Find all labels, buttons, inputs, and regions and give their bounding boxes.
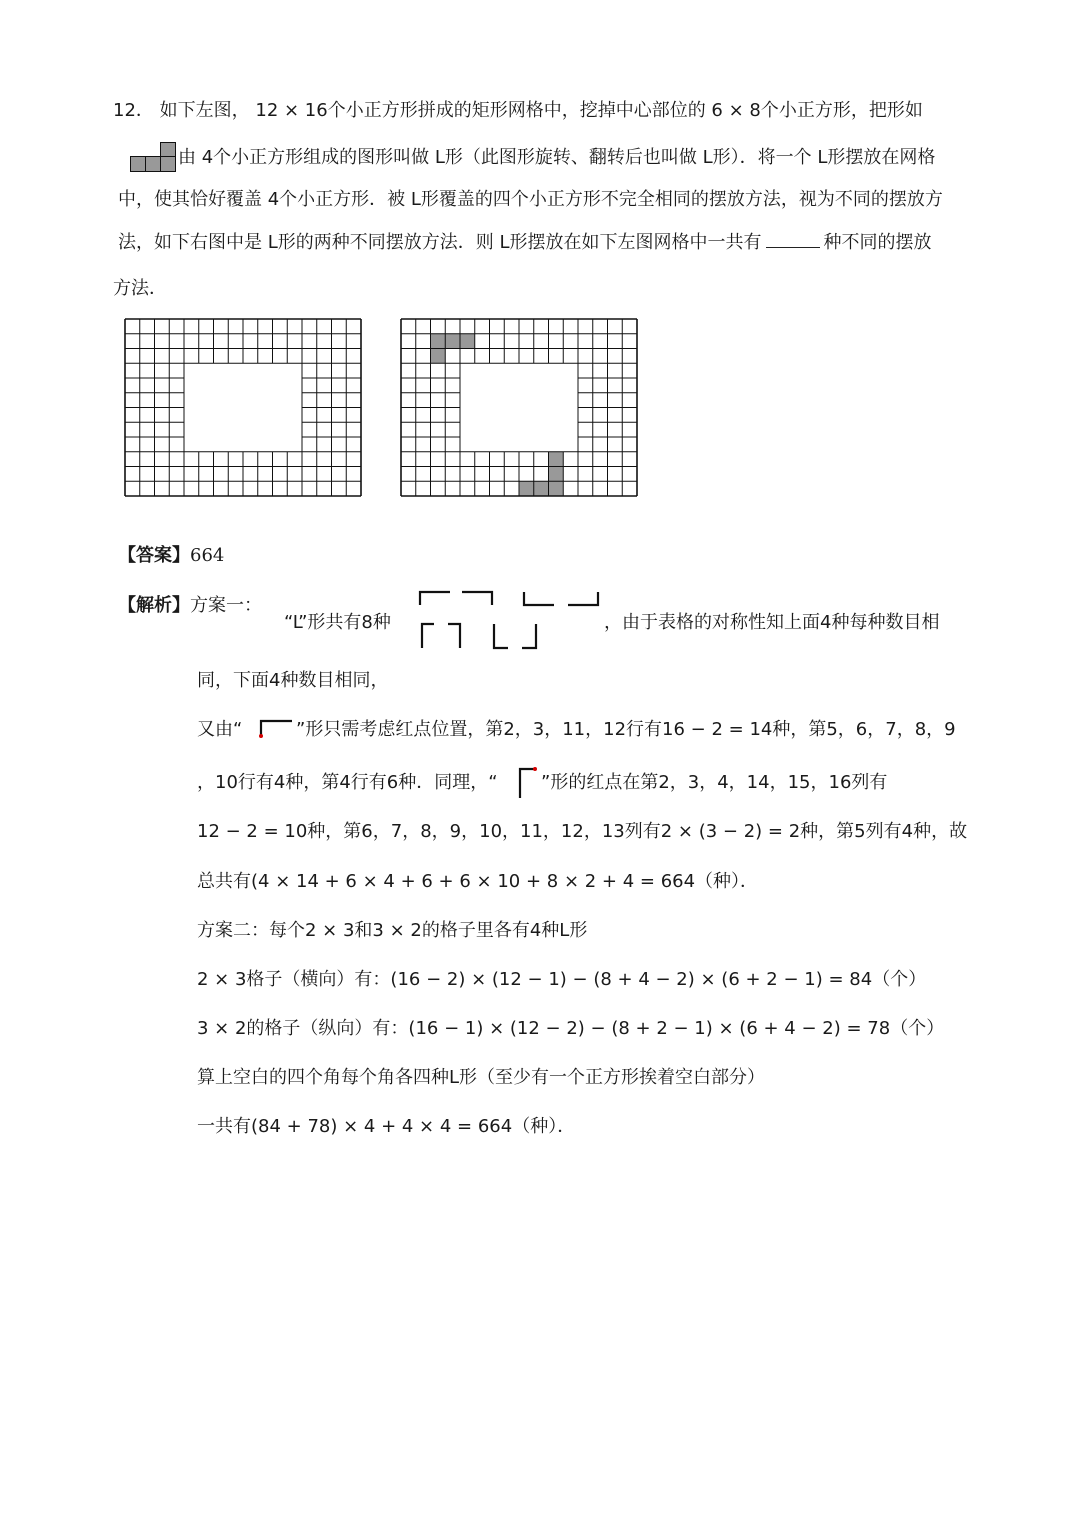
shaded-cell [519, 481, 534, 496]
analysis-label: 【解析】 [118, 595, 190, 616]
l-count-continued: 同，下面4种数目相同， [197, 670, 389, 691]
row-a-start: 又由“ [197, 719, 243, 740]
problem-line-3: 中，使其恰好覆盖 4个小正方形．被 L形覆盖的四个小正方形不完全相同的摆放方法，视为不同的摆放方 [118, 189, 943, 210]
row-b-rest: ”形的红点在第2，3，4，14，15，16列有 [541, 772, 888, 793]
eight-l-shapes-icon [418, 589, 602, 653]
shaded-cell [460, 334, 475, 349]
analysis-header [118, 593, 262, 619]
answer-line [118, 543, 224, 569]
answer-value: 664 [190, 545, 225, 566]
shaded-cell [431, 349, 446, 364]
problem-line-4 [118, 229, 932, 256]
l-count-text: “L”形共有8种 [284, 612, 391, 633]
problem-line-4b: 种不同的摆放 [823, 232, 932, 253]
plan2-corner: 算上空白的四个角每个角各四种L形（至少有一个正方形挨着空白部分） [197, 1067, 766, 1088]
l-shape-red-dot-vertical-icon [517, 766, 539, 800]
shaded-cell [534, 481, 549, 496]
problem-number: 12． [113, 100, 154, 121]
shaded-cell [549, 481, 564, 496]
answer-blank [766, 229, 820, 248]
answer-label: 【答案】 [118, 545, 190, 566]
plan2-title: 方案二：每个2 × 3和3 × 2的格子里各有4种L形 [197, 920, 588, 941]
problem-line-1-text: 如下左图， 12 × 16个小正方形拼成的矩形网格中，挖掉中心部位的 6 × 8个小正方形，把形如 [159, 100, 923, 121]
problem-line-5: 方法． [113, 278, 167, 299]
problem-line-1 [113, 98, 923, 124]
row-b-start: ，10行有4种，第4行有6种．同理，“ [197, 772, 498, 793]
shaded-cell [445, 334, 460, 349]
shaded-cell [549, 467, 564, 482]
l-shape-icon [130, 142, 178, 174]
right-grid-figure [400, 318, 638, 496]
plan2-horizontal: 2 × 3格子（横向）有：(16 − 2) × (12 − 1) − (8 + 4 − 2) × (6 + 2 − 1) = 84（个） [197, 969, 927, 990]
l-count-tail: ，由于表格的对称性知上面4种每种数目相 [604, 612, 940, 633]
plan1-title: 方案一： [190, 595, 262, 616]
shaded-cell [549, 452, 564, 467]
row-a-rest: ”形只需考虑红点位置，第2，3，11，12行有16 − 2 = 14种，第5，6，7，8，9 [296, 719, 956, 740]
row-c: 12 − 2 = 10种，第6，7，8，9，10，11，12，13列有2 × (3 − 2) = 2种，第5列有4种，故 [197, 821, 968, 842]
left-grid-figure [124, 318, 362, 496]
plan2-total: 一共有(84 + 78) × 4 + 4 × 4 = 664（种）． [197, 1116, 576, 1137]
problem-line-2: 由 4个小正方形组成的图形叫做 L形（此图形旋转、翻转后也叫做 L形）．将一个 L形摆放在网格 [178, 147, 936, 168]
problem-line-4a: 法，如下右图中是 L形的两种不同摆放方法．则 L形摆放在如下左图网格中一共有 [118, 232, 762, 253]
l-shape-red-dot-horizontal-icon [258, 719, 294, 739]
plan2-vertical: 3 × 2的格子（纵向）有：(16 − 1) × (12 − 2) − (8 + 2 − 1) × (6 + 4 − 2) = 78（个） [197, 1018, 945, 1039]
row-d: 总共有(4 × 14 + 6 × 4 + 6 + 6 × 10 + 8 × 2 + 4 = 664（种）． [197, 871, 759, 892]
shaded-cell [431, 334, 446, 349]
